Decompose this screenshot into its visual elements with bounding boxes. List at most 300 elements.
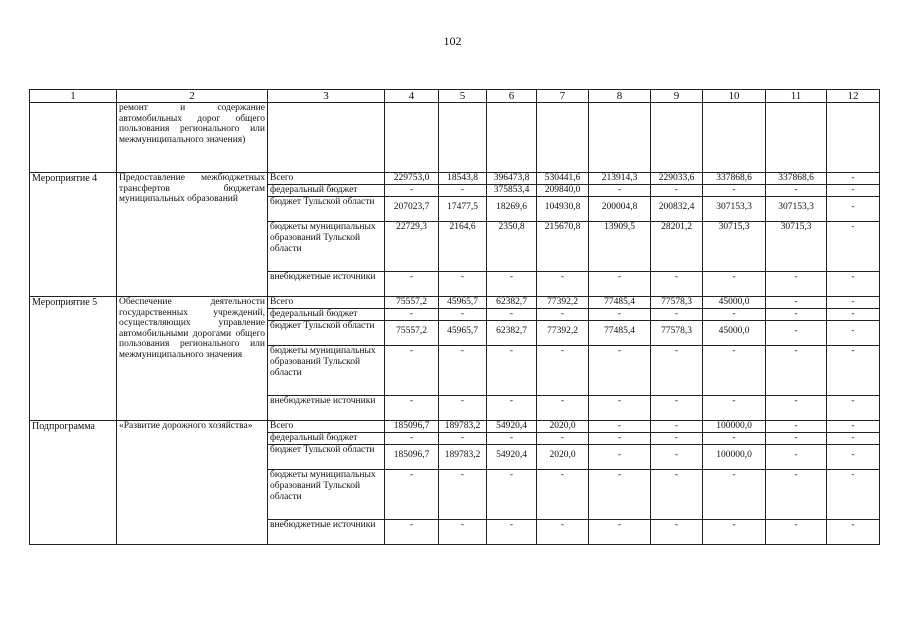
value-cell [537,272,589,297]
value-cell [766,309,827,321]
value-text: - [794,470,798,480]
header-cell: 5 [439,90,487,103]
value-text: - [851,222,855,232]
value-cell [766,297,827,309]
empty-cell [268,103,385,173]
value-cell [537,346,589,396]
value-text: - [794,309,798,319]
value-cell [651,321,703,346]
value-cell [439,272,487,297]
value-cell [589,197,651,222]
value-cell [385,272,439,297]
value-cell [589,272,651,297]
value-text: 77392,2 [547,297,578,307]
value-cell [651,396,703,421]
value-text: - [851,433,855,443]
value-text: 62382,7 [496,297,527,307]
value-text: - [851,185,855,195]
funding-source: внебюджетные источники [268,396,385,421]
value-cell [439,309,487,321]
value-cell [537,396,589,421]
value-cell [487,470,537,520]
value-text: - [674,346,679,356]
value-text: 45000,0 [718,297,750,307]
funding-source: Всего [268,421,385,433]
value-text: - [617,346,622,356]
table-row [30,297,880,309]
value-text: 45000,0 [718,326,750,336]
value-cell [589,309,651,321]
value-cell [827,321,880,346]
value-cell [385,445,439,470]
value-text: 22729,3 [396,222,427,232]
value-text: 375853,4 [493,185,530,195]
value-text: - [674,272,679,282]
value-cell [589,396,651,421]
value-text: 200004,8 [601,202,638,212]
empty-cell [766,103,827,173]
continuation-label-cell [30,103,117,173]
header-row [30,90,880,103]
value-text: - [794,297,798,307]
value-text: 45965,7 [447,326,478,336]
value-cell [827,470,880,520]
funding-source: Всего [268,173,385,185]
header-cell: 6 [487,90,537,103]
value-text: - [674,185,679,195]
header-cell: 8 [589,90,651,103]
value-text: 77485,4 [604,326,635,336]
block-name: Предоставление межбюджетных трансфертов бюджетам муниципальных образований [117,173,268,297]
value-text: 28201,2 [661,222,692,232]
value-text: - [617,450,622,460]
value-cell [703,321,766,346]
value-text: - [851,173,855,183]
value-text: - [560,433,565,443]
value-cell [827,173,880,185]
value-cell [385,433,439,445]
value-text: - [560,470,565,480]
value-text: - [794,185,798,195]
funding-source: бюджет Тульской области [268,321,385,346]
empty-cell [439,103,487,173]
value-text: - [509,396,514,406]
value-cell [766,272,827,297]
value-cell [487,185,537,197]
continuation-name: ремонт и содержание автомобильных дорог общего пользования регионального или межмуниципального значения) [117,103,268,173]
value-text: 18543,8 [447,173,478,183]
value-cell [703,396,766,421]
table-body [30,90,880,545]
value-cell [385,185,439,197]
value-cell [487,396,537,421]
value-text: 54920,4 [496,421,527,431]
value-cell [487,222,537,272]
value-text: - [617,421,622,431]
value-cell [766,346,827,396]
value-cell [385,346,439,396]
value-text: - [460,433,465,443]
block-label: Мероприятие 5 [30,297,117,421]
value-cell [766,470,827,520]
budget-table [29,89,880,545]
value-text: - [732,396,736,406]
value-text: 209840,0 [544,185,581,195]
value-text: - [460,185,465,195]
funding-source: Всего [268,297,385,309]
value-cell [827,396,880,421]
value-text: - [674,433,679,443]
value-text: - [409,520,414,530]
block-label: Мероприятие 4 [30,173,117,297]
value-cell [651,346,703,396]
value-text: - [409,309,414,319]
table-row [30,421,880,433]
empty-cell [827,103,880,173]
value-text: - [509,309,514,319]
value-text: - [851,202,855,212]
value-cell [487,197,537,222]
value-text: 100000,0 [716,450,752,460]
value-cell [439,396,487,421]
value-cell [439,346,487,396]
value-cell [589,321,651,346]
value-cell [385,309,439,321]
value-text: - [617,185,622,195]
value-text: 77578,3 [661,326,692,336]
value-cell [766,396,827,421]
value-cell [385,321,439,346]
empty-cell [537,103,589,173]
value-cell [385,470,439,520]
page-number: 102 [443,34,462,48]
block-name: Обеспечение деятельности государственных учреждений, осуществляющих управление автомобильными дорогами общего пользования регионального или межмуниципального значения [117,297,268,421]
funding-source: федеральный бюджет [268,185,385,197]
value-text: - [460,346,465,356]
value-text: 337868,6 [716,173,752,183]
value-cell [703,421,766,433]
value-cell [827,272,880,297]
value-text: - [460,470,465,480]
value-text: - [409,396,414,406]
header-cell: 12 [827,90,880,103]
value-text: 75557,2 [396,297,427,307]
value-text: 185096,7 [393,450,430,460]
value-text: - [409,470,414,480]
value-text: 185096,7 [393,421,430,431]
value-text: 307153,3 [778,202,814,212]
value-text: - [794,396,798,406]
value-cell [703,520,766,545]
value-cell [537,222,589,272]
block-name: «Развитие дорожного хозяйства» [117,421,268,545]
value-text: 215670,8 [544,222,581,232]
value-text: 189783,2 [444,421,481,431]
value-text: - [560,309,565,319]
value-cell [651,173,703,185]
value-text: - [509,272,514,282]
value-cell [703,173,766,185]
value-text: - [409,272,414,282]
header-cell: 10 [703,90,766,103]
value-text: 213914,3 [601,173,638,183]
funding-source: бюджет Тульской области [268,445,385,470]
value-cell [651,421,703,433]
value-text: 396473,8 [493,173,530,183]
value-cell [651,309,703,321]
value-text: - [851,326,855,336]
value-cell [537,433,589,445]
value-text: - [851,520,855,530]
value-cell [537,309,589,321]
value-text: - [732,346,736,356]
value-text: 229753,0 [393,173,430,183]
value-text: - [732,309,736,319]
value-cell [589,222,651,272]
empty-cell [385,103,439,173]
value-cell [439,222,487,272]
value-text: - [851,309,855,319]
value-text: 17477,5 [447,202,478,212]
value-text: - [674,421,679,431]
value-cell [651,445,703,470]
value-cell [703,346,766,396]
value-cell [703,185,766,197]
value-cell [385,396,439,421]
value-text: - [460,272,465,282]
value-text: - [794,272,798,282]
value-cell [537,197,589,222]
value-text: - [851,346,855,356]
value-text: 2020,0 [549,450,576,460]
value-cell [589,520,651,545]
value-text: - [674,520,679,530]
value-text: 229033,6 [658,173,695,183]
value-cell [651,222,703,272]
value-text: - [460,396,465,406]
funding-source: внебюджетные источники [268,272,385,297]
value-cell [537,470,589,520]
value-text: 30715,3 [718,222,750,232]
value-text: 77485,4 [604,297,635,307]
value-cell [827,445,880,470]
value-cell [487,433,537,445]
value-text: - [560,346,565,356]
value-text: - [617,470,622,480]
value-cell [487,321,537,346]
value-text: - [674,396,679,406]
value-cell [589,346,651,396]
table-row [30,173,880,185]
value-text: - [409,185,414,195]
value-cell [537,321,589,346]
value-text: - [794,326,798,336]
value-cell [385,197,439,222]
value-cell [827,197,880,222]
value-text: - [674,470,679,480]
empty-cell [703,103,766,173]
value-cell [537,173,589,185]
value-cell [651,297,703,309]
value-cell [703,222,766,272]
value-cell [827,520,880,545]
value-text: - [617,272,622,282]
funding-source: федеральный бюджет [268,433,385,445]
value-text: - [409,433,414,443]
value-cell [385,297,439,309]
funding-source: бюджеты муниципальных образований Тульской области [268,470,385,520]
value-cell [487,173,537,185]
value-cell [651,470,703,520]
value-cell [537,421,589,433]
value-cell [703,470,766,520]
value-text: 2164,6 [449,222,476,232]
value-cell [537,520,589,545]
value-cell [827,185,880,197]
value-cell [651,520,703,545]
value-text: 13909,5 [604,222,635,232]
value-cell [487,297,537,309]
value-cell [703,272,766,297]
value-cell [827,346,880,396]
continuation-row [30,103,880,173]
value-text: 337868,6 [778,173,814,183]
value-cell [487,309,537,321]
value-cell [766,520,827,545]
value-text: - [732,520,736,530]
value-cell [439,433,487,445]
value-cell [439,321,487,346]
header-cell: 3 [268,90,385,103]
value-cell [703,433,766,445]
value-text: 75557,2 [396,326,427,336]
value-cell [766,421,827,433]
header-cell: 1 [30,90,117,103]
value-text: - [674,450,679,460]
value-text: 62382,7 [496,326,527,336]
value-cell [766,222,827,272]
value-cell [385,173,439,185]
value-text: - [732,433,736,443]
value-cell [439,445,487,470]
value-text: - [851,470,855,480]
value-cell [439,297,487,309]
value-cell [487,445,537,470]
value-text: - [851,421,855,431]
value-cell [766,321,827,346]
value-text: - [460,520,465,530]
empty-cell [487,103,537,173]
header-cell: 4 [385,90,439,103]
value-cell [589,445,651,470]
funding-source: бюджеты муниципальных образований Тульской области [268,346,385,396]
header-cell: 7 [537,90,589,103]
value-text: - [617,520,622,530]
value-text: 30715,3 [780,222,812,232]
value-text: 104930,8 [544,202,581,212]
value-text: - [509,433,514,443]
value-text: 2350,8 [498,222,525,232]
value-cell [537,297,589,309]
value-cell [766,197,827,222]
value-text: - [851,272,855,282]
funding-source: внебюджетные источники [268,520,385,545]
value-cell [439,197,487,222]
value-cell [703,197,766,222]
value-cell [537,445,589,470]
value-text: - [460,309,465,319]
value-text: 207023,7 [393,202,430,212]
value-text: - [794,346,798,356]
value-text: 307153,3 [716,202,752,212]
value-text: - [732,470,736,480]
value-cell [487,520,537,545]
value-cell [439,173,487,185]
header-cell: 11 [766,90,827,103]
value-text: 77392,2 [547,326,578,336]
value-text: - [794,520,798,530]
value-text: - [560,272,565,282]
value-text: - [617,309,622,319]
header-cell: 2 [117,90,268,103]
value-cell [589,470,651,520]
value-text: - [509,346,514,356]
value-cell [703,445,766,470]
value-text: 2020,0 [549,421,576,431]
funding-source: бюджеты муниципальных образований Тульской области [268,222,385,272]
value-text: - [674,309,679,319]
value-text: - [732,185,736,195]
funding-source: бюджет Тульской области [268,197,385,222]
value-text: 189783,2 [444,450,481,460]
value-text: - [409,346,414,356]
value-text: - [617,433,622,443]
block-label: Подпрограмма [30,421,117,545]
value-text: - [851,297,855,307]
value-cell [439,185,487,197]
value-text: - [851,450,855,460]
value-cell [439,520,487,545]
value-cell [651,185,703,197]
value-text: 18269,6 [496,202,527,212]
value-cell [827,297,880,309]
empty-cell [651,103,703,173]
value-cell [827,433,880,445]
value-cell [766,173,827,185]
value-text: 45965,7 [447,297,478,307]
value-cell [589,421,651,433]
value-cell [589,173,651,185]
value-cell [703,309,766,321]
value-cell [703,297,766,309]
empty-cell [589,103,651,173]
value-text: - [794,433,798,443]
value-text: - [794,450,798,460]
value-text: - [732,272,736,282]
value-cell [487,421,537,433]
value-text: - [509,520,514,530]
value-cell [589,297,651,309]
value-cell [385,222,439,272]
value-cell [439,470,487,520]
value-cell [589,433,651,445]
value-cell [827,309,880,321]
value-text: - [509,470,514,480]
value-text: 77578,3 [661,297,692,307]
value-cell [766,445,827,470]
header-cell: 9 [651,90,703,103]
value-cell [766,185,827,197]
